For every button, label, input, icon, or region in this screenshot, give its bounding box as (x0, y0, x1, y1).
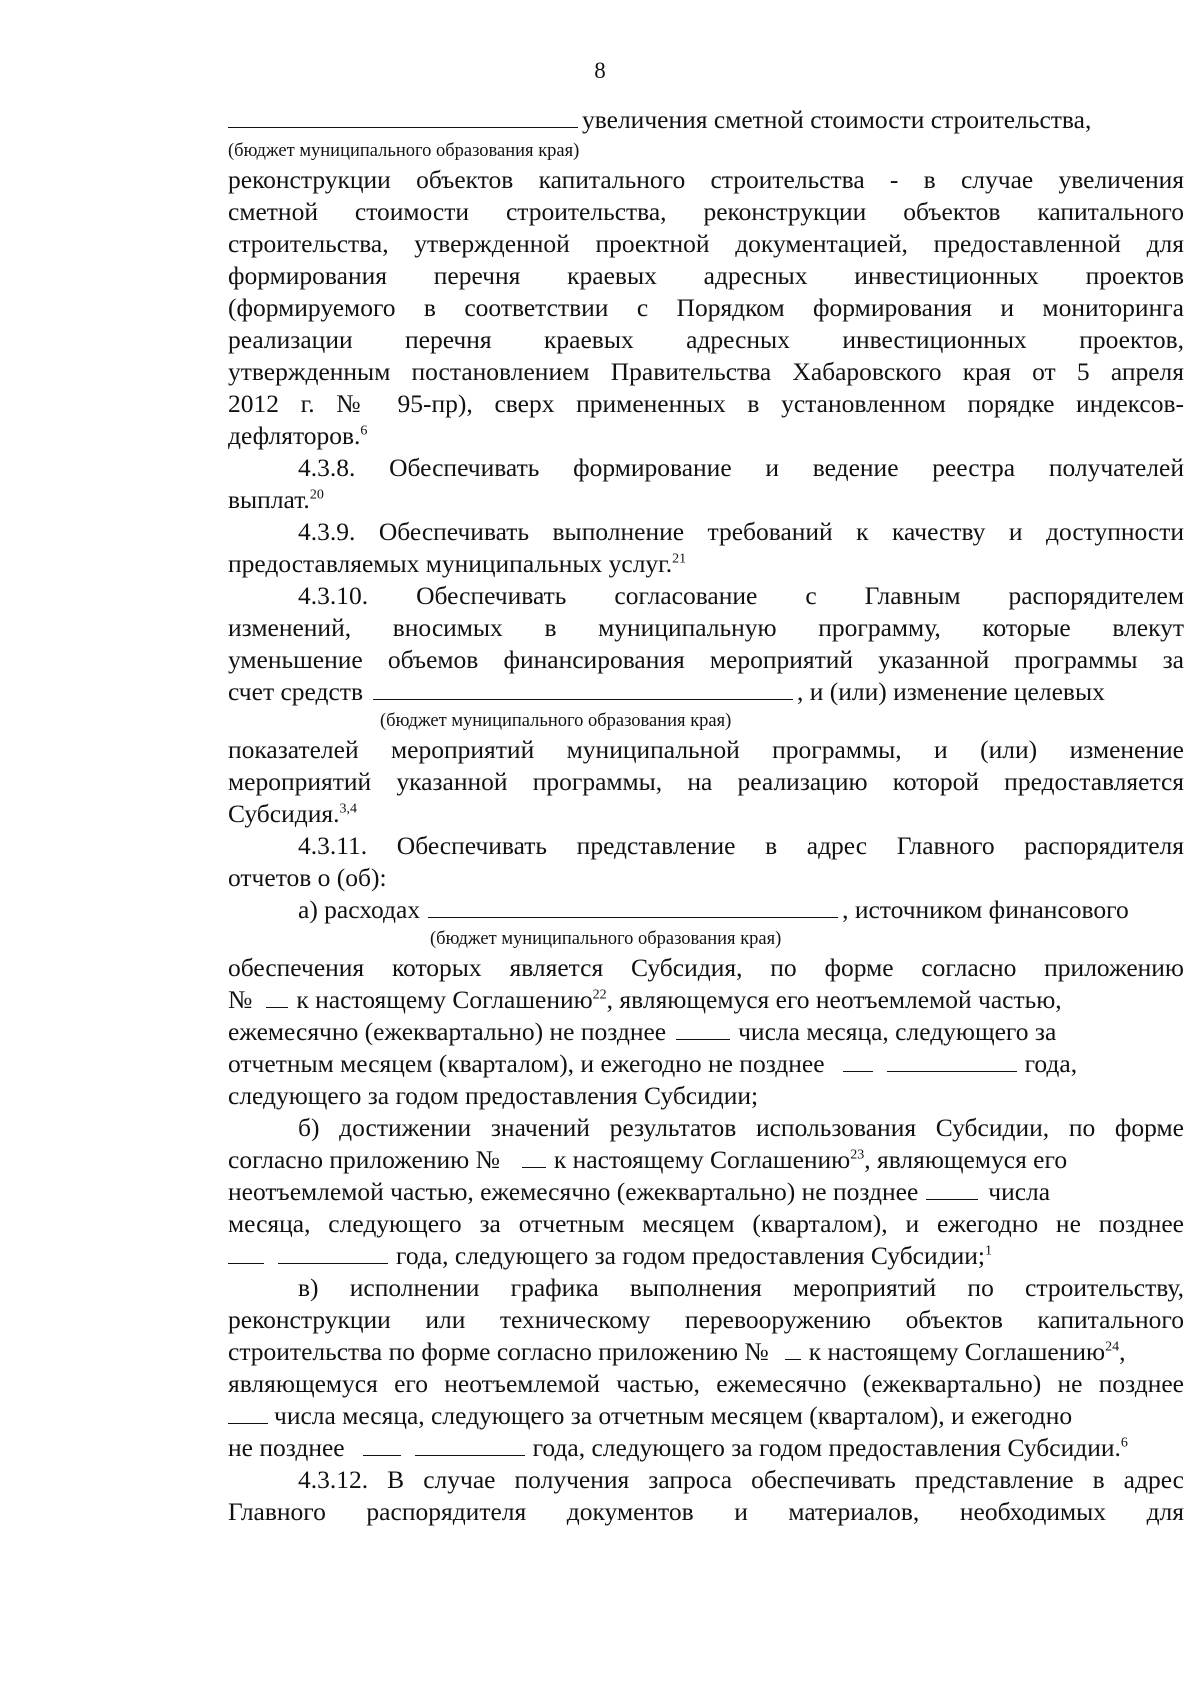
text-line: строительства по форме согласно приложению № к настоящему Соглашению$^{24}$, (228, 1337, 1126, 1366)
text-line: а) расходах , источником финансового (298, 895, 1129, 924)
subitem-v: в) исполнении графика выполнения мероприятий по строительству, (298, 1273, 1184, 1302)
text-line: 2012 г. № 95-пр), сверх примененных в установленном порядке индексов- (228, 389, 1184, 418)
text-line: выплат.$^{20}$ (228, 485, 324, 514)
text-line: показателей мероприятий муниципальной программы, и (или) изменение (228, 735, 1184, 764)
footnote-ref: 1 (985, 1243, 992, 1259)
text-line: года, следующего за годом предоставления Субсидии;$^1$ (228, 1240, 1184, 1272)
paragraph-4-3-10: 4.3.10. Обеспечивать согласование с Главным распорядителем (298, 581, 1184, 610)
text-line: реконструкции объектов капитального строительства - в случае увеличения (228, 165, 1184, 194)
text-line: месяца, следующего за отчетным месяцем (кварталом), и ежегодно не позднее (228, 1209, 1184, 1238)
footnote-ref: 6 (360, 423, 368, 439)
footnote-ref: 24 (1105, 1339, 1120, 1355)
text-line: обеспечения которых является Субсидия, по форме согласно приложению (228, 953, 1184, 982)
text-line: сметной стоимости строительства, реконструкции объектов капитального (228, 197, 1184, 226)
text-line: предоставляемых муниципальных услуг.$^{21}$ (228, 549, 687, 578)
text-line: строительства, утвержденной проектной документацией, предоставленной для (228, 229, 1184, 258)
text-line: изменений, вносимых в муниципальную программу, которые влекут (228, 613, 1184, 642)
footnote-ref: 22 (592, 987, 607, 1003)
paragraph-4-3-12: 4.3.12. В случае получения запроса обеспечивать представление в адрес (298, 1465, 1184, 1494)
footnote-ref: 23 (850, 1147, 865, 1163)
footnote-ref: 6 (1120, 1435, 1128, 1451)
text-line: не позднее года, следующего за годом предоставления Субсидии.$^6$ (228, 1433, 1128, 1462)
text-line: уменьшение объемов финансирования мероприятий указанной программы за (228, 645, 1184, 674)
text-line: счет средств , и (или) изменение целевых (228, 677, 1105, 706)
text-line: отчетным месяцем (кварталом), и ежегодно не позднее года, (228, 1049, 1078, 1078)
text-line: формирования перечня краевых адресных инвестиционных проектов (228, 261, 1184, 290)
text-line: мероприятий указанной программы, на реализацию которой предоставляется (228, 767, 1184, 796)
footnote-ref: 21 (672, 551, 687, 567)
text-line: следующего за годом предоставления Субсидии; (228, 1081, 759, 1110)
text-line: согласно приложению № к настоящему Соглашению$^{23}$, являющемуся его (228, 1145, 1068, 1174)
text-line: увеличения сметной стоимости строительства, (228, 104, 1184, 136)
footnote-ref: 3,4 (339, 801, 357, 817)
subitem-b: б) достижении значений результатов использования Субсидии, по форме (298, 1113, 1184, 1142)
blank-caption: (бюджет муниципального образования края) (380, 711, 732, 731)
text-line: числа месяца, следующего за отчетным месяцем (кварталом), и ежегодно (228, 1400, 1184, 1432)
text-line: Субсидия.$^{3,4}$ (228, 799, 357, 828)
blank-caption: (бюджет муниципального образования края) (430, 929, 782, 949)
page-number: 8 (594, 58, 606, 83)
text-line: реконструкции или техническому перевооружению объектов капитального (228, 1305, 1184, 1334)
text-line: утвержденным постановлением Правительства Хабаровского края от 5 апреля (228, 357, 1184, 386)
paragraph-4-3-9: 4.3.9. Обеспечивать выполнение требований к качеству и доступности (298, 517, 1184, 546)
footnote-ref: 20 (309, 487, 324, 503)
text-line: являющемуся его неотъемлемой частью, ежемесячно (ежеквартально) не позднее (228, 1369, 1184, 1398)
text-line: ежемесячно (ежеквартально) не позднее числа месяца, следующего за (228, 1017, 1057, 1046)
text-line: отчетов о (об): (228, 863, 387, 892)
text-line: Главного распорядителя документов и материалов, необходимых для (228, 1497, 1184, 1526)
paragraph-4-3-8: 4.3.8. Обеспечивать формирование и ведение реестра получателей (298, 453, 1184, 482)
blank-caption: (бюджет муниципального образования края) (228, 141, 580, 161)
text-line: неотъемлемой частью, ежемесячно (ежеквартально) не позднее числа (228, 1177, 1051, 1206)
paragraph-4-3-11: 4.3.11. Обеспечивать представление в адрес Главного распорядителя (298, 831, 1184, 860)
text-line: реализации перечня краевых адресных инвестиционных проектов, (228, 325, 1184, 354)
text-line: № к настоящему Соглашению$^{22}$, являющемуся его неотъемлемой частью, (228, 985, 1062, 1014)
text-line: (формируемого в соответствии с Порядком формирования и мониторинга (228, 293, 1184, 322)
text-line: дефляторов.$^6$ (228, 421, 368, 450)
